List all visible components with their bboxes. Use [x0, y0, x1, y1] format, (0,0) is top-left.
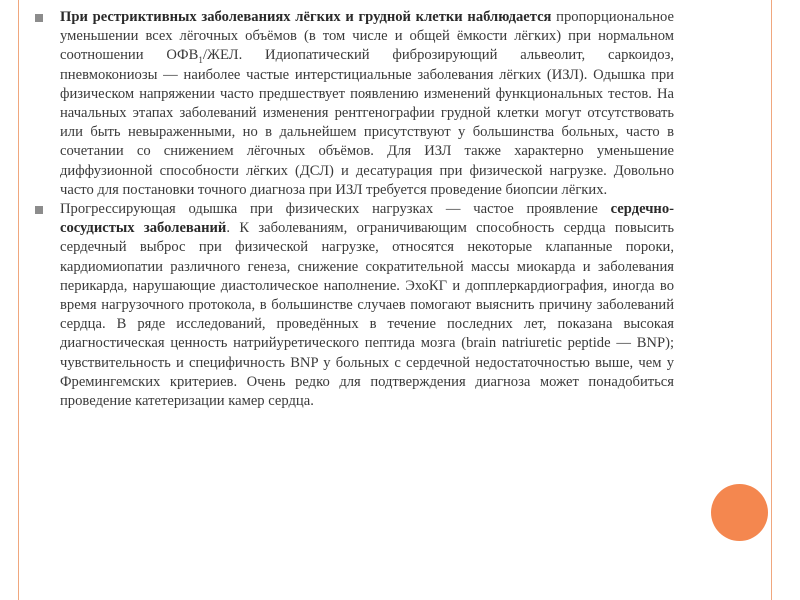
paragraph-restrictive-diseases: [34, 8, 674, 200]
decorative-orange-circle: [711, 484, 768, 541]
document-text: [34, 8, 674, 411]
square-bullet-icon: [35, 14, 43, 22]
paragraph-2-text-b: . К заболеваниям, ограничивающим способность сердца повысить сердечный выброс при физической нагрузке, относятся некоторые клапанные пороки, кардиомиопатии различного генеза, снижение сократительной массы миокарда и заболевания перикарда, нарушающие диастолическое наполнение. ЭхоКГ и допплеркардиография, иногда во время нагрузочного протокола, в большинстве случаев помогают выяснить причину заболеваний сердца. В ряде исследований, проведённых в течение последних лет, показана высокая диагностическая ценность натрийуретического пептида мозга (brain natriuretic peptide — BNP); чувствительность и специфичность BNP у больных с сердечной недостаточностью выше, чем у Фремингемских критериев. Очень редко для подтверждения диагноза может понадобиться проведение катетеризации камер сердца.: [60, 220, 674, 410]
paragraph-2-bold-phrase: сердечно-сосудистых заболеваний: [60, 201, 674, 237]
square-bullet-icon: [35, 206, 43, 214]
left-border-line: [18, 0, 19, 600]
paragraph-1-text-b: /ЖЕЛ. Идиопатический фиброзирующий альвеолит, саркоидоз, пневмокониозы — наиболее частые интерстициальные заболевания лёгких (ИЗЛ). Одышка при физическом напряжении часто предшествует появлению изменений функциональных тестов. На начальных этапах заболеваний изменения рентгенографии грудной клетки могут отсутствовать или быть невыраженными, но в дальнейшем присутствуют у большинства больных, часто в сочетании со снижением лёгочных объёмов. Для ИЗЛ также характерно уменьшение диффузионной способности лёгких (ДСЛ) и десатурация при физической нагрузке. Довольно часто для постановки точного диагноза при ИЗЛ требуется проведение биопсии лёгких.: [60, 47, 674, 198]
paragraph-2-text-a: Прогрессирующая одышка при физических нагрузках — частое проявление: [60, 201, 611, 218]
paragraph-1-bold-lead: При рестриктивных заболеваниях лёгких и грудной клетки наблюдается: [60, 9, 552, 25]
paragraph-1-subscript: 1: [198, 55, 203, 66]
right-border-line: [771, 0, 772, 600]
paragraph-1-text-a: пропорциональное уменьшении всех лёгочных объёмов (в том числе и общей ёмкости лёгких) при нормальном соотношении ОФВ: [60, 9, 674, 64]
paragraph-cardiovascular-diseases: [34, 200, 674, 411]
